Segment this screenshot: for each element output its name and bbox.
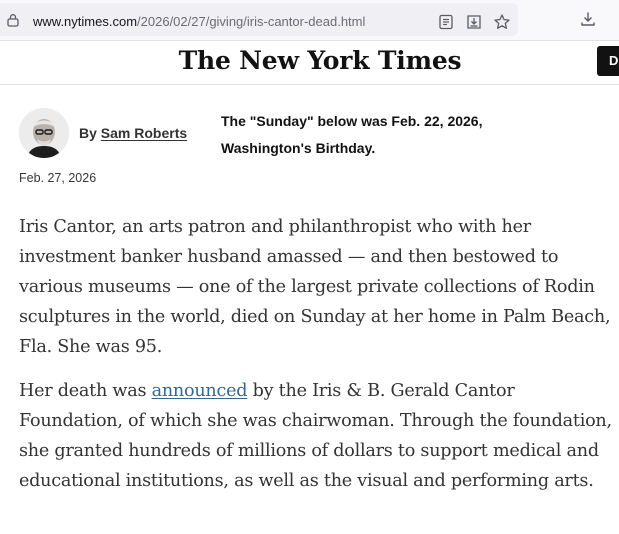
- author-link[interactable]: Sam Roberts: [100, 125, 188, 141]
- article-paragraph-2: [19, 376, 613, 496]
- site-header: [0, 41, 619, 85]
- reader-view-icon[interactable]: [437, 13, 455, 31]
- byline: [79, 125, 187, 141]
- announced-link[interactable]: announced: [151, 381, 248, 401]
- download-icon[interactable]: [579, 10, 597, 28]
- paragraph-text: Her death was: [19, 381, 152, 401]
- browser-toolbar: [0, 0, 619, 41]
- lock-icon[interactable]: [6, 13, 20, 27]
- author-avatar: [19, 108, 69, 158]
- article-paragraph-1: Iris Cantor, an arts patron and philanthropist who with her investment banker husband amassed — and then bestowed to various museums — one of the largest private collections of Rodin sculptures in the world, died on Sunday at her home in Palm Beach, Fla. She was 95.: [19, 217, 611, 357]
- save-to-pocket-icon[interactable]: [465, 13, 483, 31]
- url-text[interactable]: [33, 14, 365, 29]
- account-button[interactable]: D: [597, 46, 619, 76]
- url-path: /2026/02/27/giving/iris-cantor-dead.html: [137, 14, 366, 29]
- address-bar[interactable]: [0, 3, 518, 36]
- author-portrait-icon: [19, 108, 69, 158]
- bookmark-star-icon[interactable]: [493, 13, 511, 31]
- url-host: www.nytimes.com: [33, 14, 138, 29]
- editor-note-line-2: Washington's Birthday.: [221, 140, 376, 156]
- nyt-masthead-logo[interactable]: The New York Times: [178, 46, 462, 75]
- paragraph-text: by the Iris & B. Gerald Cantor Foundation, of which she was chairwoman. Through the foundation, she granted hundreds of millions of dollars to support medical and educational institutions, as well as the visual and performing arts.: [19, 381, 612, 491]
- editor-note: [221, 108, 521, 162]
- byline-prefix: By: [79, 125, 97, 141]
- article-body: [19, 212, 613, 510]
- publish-date: Feb. 27, 2026: [19, 171, 97, 185]
- editor-note-line-1: The "Sunday" below was Feb. 22, 2026,: [221, 113, 483, 129]
